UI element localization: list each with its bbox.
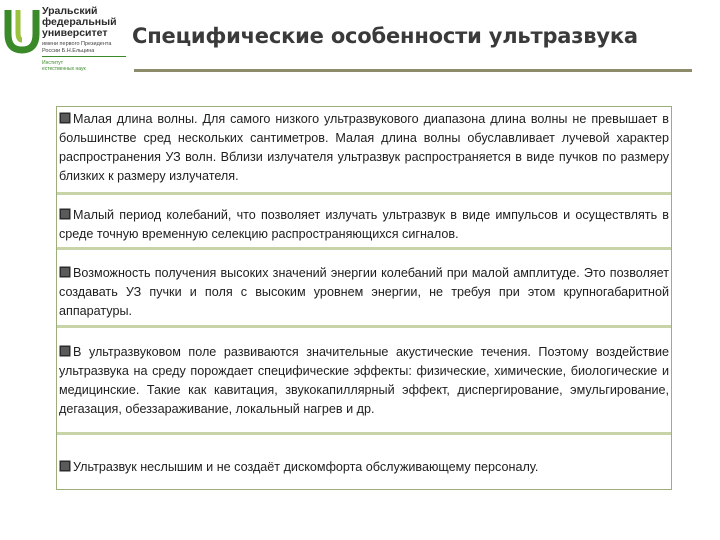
- item-separator: [57, 325, 671, 328]
- checkbox-bullet-icon: [59, 112, 71, 124]
- institute-name: Институт естественных наук: [42, 60, 86, 72]
- list-item: [59, 264, 669, 324]
- list-item-text: Ультразвук неслышим и не создаёт дискомфорта обслуживающему персоналу.: [73, 460, 539, 474]
- list-item-text: Малый период колебаний, что позволяет излучать ультразвук в виде импульсов и осуществлять в среде точную временную селекцию распространяющихся сигналов.: [59, 208, 669, 241]
- title-underline: [134, 69, 692, 72]
- list-item: [59, 458, 669, 480]
- university-logo: [4, 4, 126, 74]
- list-item-text: Малая длина волны. Для самого низкого ультразвукового диапазона длина волны не превышает в большинстве сред нескольких сантиметров. Малая длина волны обуславливает лучевой характер распространения УЗ волн. Вблизи излучателя ультразвук распространяется в виде пучков по размеру близких к размеру излучателя.: [59, 112, 669, 183]
- urfu-u-logo-icon: [4, 4, 40, 60]
- list-item: [59, 206, 669, 246]
- list-item: [59, 110, 669, 190]
- slide-title: Специфические особенности ультразвука: [132, 24, 638, 48]
- checkbox-bullet-icon: [59, 345, 71, 357]
- checkbox-bullet-icon: [59, 266, 71, 278]
- checkbox-bullet-icon: [59, 208, 71, 220]
- list-item-text: В ультразвуковом поле развиваются значительные акустические течения. Поэтому воздействие ультразвука на среду порождает специфические эффекты: физические, химические, биологические и медицинские. Такие как кавитация, звукокапиллярный эффект, диспергирование, эмульгирование, дегазация, обеззараживание, локальный нагрев и др.: [59, 345, 669, 416]
- checkbox-bullet-icon: [59, 460, 71, 472]
- item-separator: [57, 192, 671, 195]
- list-item: [59, 343, 669, 435]
- logo-divider: [42, 56, 126, 57]
- university-named-after: имени первого Президента России Б.Н.Ельцина: [42, 41, 112, 54]
- list-item-text: Возможность получения высоких значений энергии колебаний при малой амплитуде. Это позволяет создавать УЗ пучки и поля с высоким уровнем энергии, не требуя при этом крупногабаритной аппаратуры.: [59, 266, 669, 318]
- item-separator: [57, 432, 671, 435]
- content-panel: [56, 106, 672, 490]
- item-separator: [57, 247, 671, 250]
- university-name: Уральский федеральный университет: [42, 5, 117, 39]
